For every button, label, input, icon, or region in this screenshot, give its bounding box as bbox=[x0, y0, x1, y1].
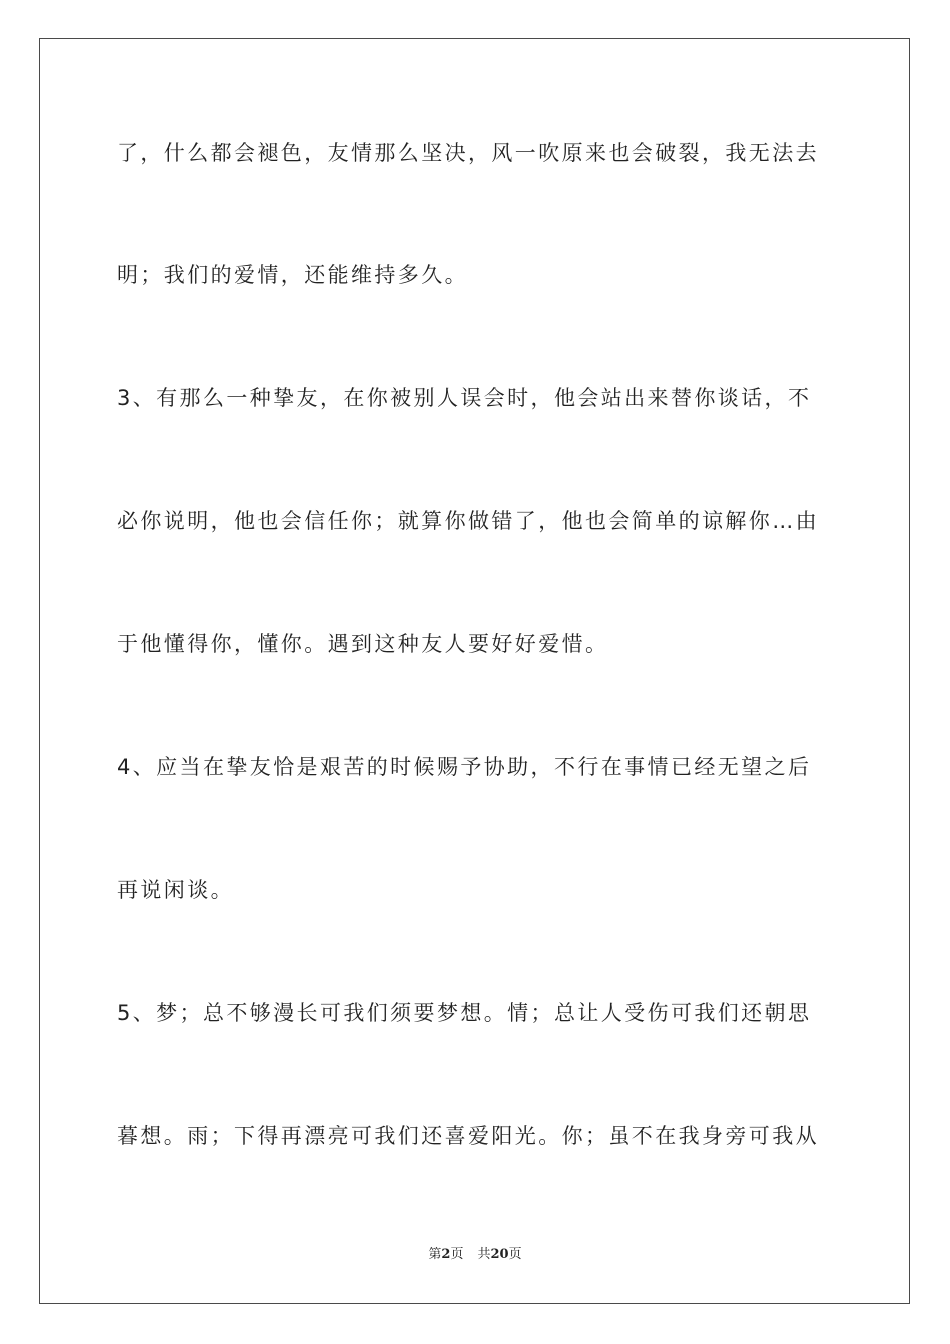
text-line-6: 4、应当在挚友恰是艰苦的时候赐予协助，不行在事情已经无望之后 bbox=[117, 755, 812, 779]
text-line-7: 再说闲谈。 bbox=[117, 878, 234, 902]
total-prefix: 共 bbox=[477, 1247, 491, 1262]
text-line-5: 于他懂得你，懂你。遇到这种友人要好好爱惜。 bbox=[117, 632, 609, 656]
text-line-4: 必你说明，他也会信任你；就算你做错了，他也会简单的谅解你…由 bbox=[117, 509, 819, 533]
text-line-2: 明；我们的爱情，还能维持多久。 bbox=[117, 263, 468, 287]
total-pages: 20 bbox=[490, 1247, 509, 1262]
page-number: 2 bbox=[441, 1247, 451, 1262]
page-prefix: 第 bbox=[428, 1247, 442, 1262]
text-line-9: 暮想。雨；下得再漂亮可我们还喜爱阳光。你；虽不在我身旁可我从 bbox=[117, 1124, 819, 1148]
total-suffix: 页 bbox=[508, 1247, 522, 1262]
text-line-8: 5、梦；总不够漫长可我们须要梦想。情；总让人受伤可我们还朝思 bbox=[117, 1001, 812, 1025]
page-suffix: 页 bbox=[450, 1247, 464, 1262]
text-line-1: 了，什么都会褪色，友情那么坚决，风一吹原来也会破裂，我无法去 bbox=[117, 141, 819, 165]
text-line-3: 3、有那么一种挚友，在你被别人误会时，他会站出来替你谈话，不 bbox=[117, 386, 812, 410]
page-footer bbox=[0, 1246, 950, 1264]
page-border bbox=[39, 38, 910, 1304]
